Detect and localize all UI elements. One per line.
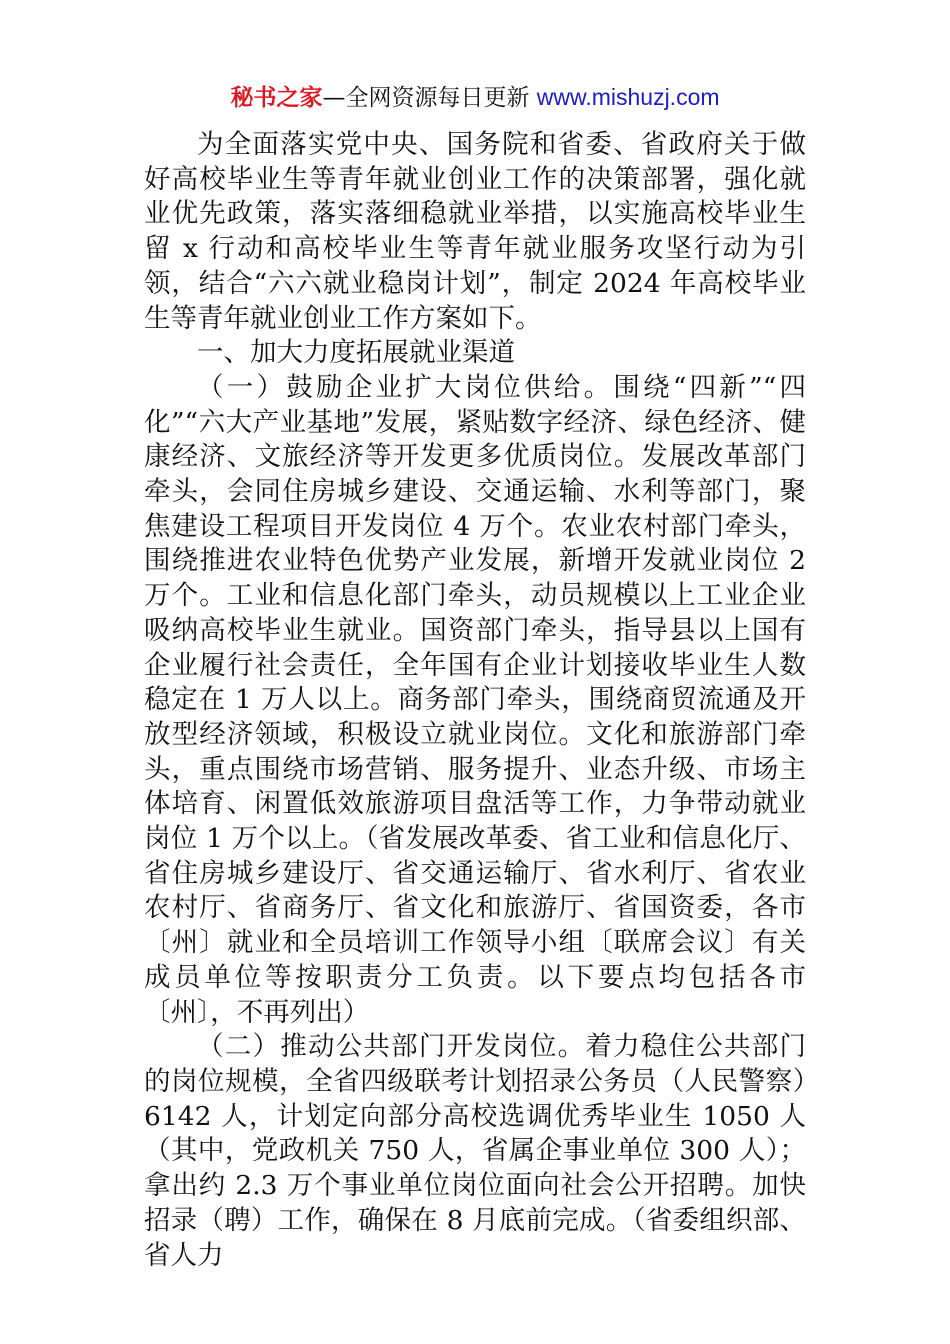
paragraph-item-1: （一）鼓励企业扩大岗位供给。围绕“四新”“四化”“六大产业基地”发展，紧贴数字经济、绿色经济、健康经济、文旅经济等开发更多优质岗位。发展改革部门牵头，会同住房城乡建设、交通运输、水利等部门，聚焦建设工程项目开发岗位 4 万个。农业农村部门牵头，围绕推进农业特色优势产业发展，新增开发就业岗位 2 万个。工业和信息化部门牵头，动员规模以上工业企业吸纳高校毕业生就业。国资部门牵头，指导县以上国有企业履行社会责任，全年国有企业计划接收毕业生人数稳定在 1 万人以上。商务部门牵头，围绕商贸流通及开放型经济领域，积极设立就业岗位。文化和旅游部门牵头，重点围绕市场营销、服务提升、业态升级、市场主体培育、闲置低效旅游项目盘活等工作，力争带动就业岗位 1 万个以上。（省发展改革委、省工业和信息化厅、省住房城乡建设厅、省交通运输厅、省水利厅、省农业农村厅、省商务厅、省文化和旅游厅、省国资委，各市〔州〕就业和全员培训工作领导小组〔联席会议〕有关成员单位等按职责分工负责。以下要点均包括各市〔州〕，不再列出）	[144, 371, 806, 1028]
intro-paragraph: 为全面落实党中央、国务院和省委、省政府关于做好高校毕业生等青年就业创业工作的决策部署，强化就业优先政策，落实落细稳就业举措，以实施高校毕业生留 x 行动和高校毕业生等青年就业服务攻坚行动为引领，结合“六六就业稳岗计划”，制定 2024 年高校毕业生等青年就业创业工作方案如下。	[144, 129, 806, 334]
paragraph-item-2: （二）推动公共部门开发岗位。着力稳住公共部门的岗位规模，全省四级联考计划招录公务员（人民警察）6142 人，计划定向部分高校选调优秀毕业生 1050 人（其中，党政机关 750 人，省属企事业单位 300 人）；拿出约 2.3 万个事业单位岗位面向社会公开招聘。加快招录（聘）工作，确保在 8 月底前完成。（省委组织部、省人力	[144, 1031, 806, 1271]
brand-name: 秘书之家	[230, 85, 323, 111]
document-body	[144, 128, 806, 1273]
site-header	[0, 80, 950, 115]
site-url-link[interactable]: www.mishuzj.com	[536, 84, 720, 110]
section-heading-1: 一、加大力度拓展就业渠道	[197, 337, 515, 369]
header-tagline: —全网资源每日更新	[322, 85, 530, 111]
